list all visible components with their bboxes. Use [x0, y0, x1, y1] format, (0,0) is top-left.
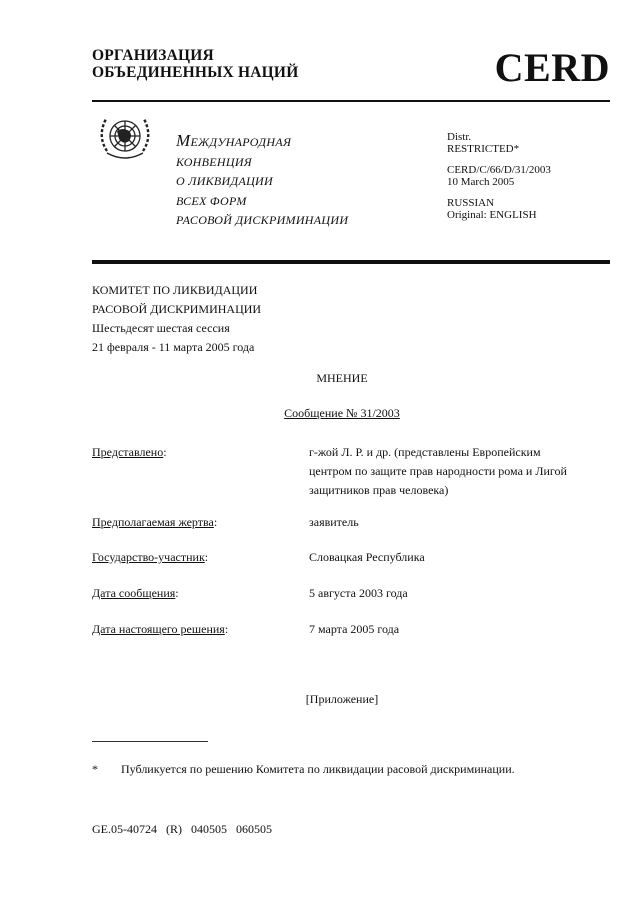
- org-line-2: ОБЪЕДИНЕННЫХ НАЦИЙ: [92, 64, 299, 81]
- convention-line: О ЛИКВИДАЦИИ: [176, 174, 273, 188]
- convention-line: ВСЕХ ФОРМ: [176, 193, 247, 208]
- organization-name: [92, 47, 298, 81]
- convention-first-rest: ЕЖДУНАРОДНАЯ: [190, 135, 292, 149]
- language: RUSSIAN: [447, 197, 495, 209]
- restriction: RESTRICTED*: [447, 142, 520, 155]
- org-line-1: ОРГАНИЗАЦИЯ: [92, 47, 214, 64]
- field-value: г-жой Л. Р. и др. (представлены Европейским центром по защите прав народности рома и Лигой защитников прав человека): [309, 445, 567, 497]
- session-dates: 21 февраля - 11 марта 2005 года: [92, 340, 255, 354]
- document-symbol: CERD/C/66/D/31/2003: [447, 164, 551, 176]
- footnote-marker: *: [92, 762, 98, 776]
- convention-first-letter: М: [176, 131, 191, 150]
- convention-title: [176, 131, 348, 231]
- committee-line-2: РАСОВОЙ ДИСКРИМИНАЦИИ: [92, 302, 262, 316]
- convention-line: КОНВЕНЦИЯ: [176, 154, 252, 169]
- document-title: МНЕНИЕ: [316, 371, 368, 385]
- field-value: заявитель: [309, 515, 359, 529]
- session: Шестьдесят шестая сессия: [92, 321, 230, 335]
- communication-text: Сообщение № 31/2003: [284, 406, 400, 420]
- field-label: Дата сообщения:: [92, 586, 179, 600]
- distr-label: Distr.: [447, 131, 472, 143]
- convention-line: РАСОВОЙ ДИСКРИМИНАЦИИ: [176, 213, 349, 227]
- committee-line-1: КОМИТЕТ ПО ЛИКВИДАЦИИ: [92, 283, 258, 297]
- field-value: Словацкая Республика: [309, 550, 425, 564]
- field-value: 5 августа 2003 года: [309, 586, 408, 600]
- field-label: Государство-участник:: [92, 550, 209, 564]
- original-language: Original: ENGLISH: [447, 208, 537, 221]
- document-date: 10 March 2005: [447, 175, 515, 188]
- footnote-text: Публикуется по решению Комитета по ликвидации расовой дискриминации.: [121, 762, 515, 776]
- footnote-rule: [92, 741, 208, 742]
- job-number: GE.05-40724 (R) 040505 060505: [92, 822, 272, 836]
- header-rule: [92, 100, 610, 102]
- distribution-block: [447, 132, 551, 221]
- committee-block: [92, 281, 261, 357]
- field-label: Предполагаемая жертва:: [92, 515, 218, 529]
- communication-number: [0, 406, 640, 421]
- field-value: 7 марта 2005 года: [309, 622, 400, 636]
- annex-label: [Приложение]: [305, 692, 379, 706]
- document-series: CERD: [494, 45, 610, 90]
- thick-rule: [92, 260, 610, 264]
- field-label: Дата настоящего решения:: [92, 622, 229, 636]
- un-emblem-icon: [95, 111, 155, 165]
- field-label: Представлено:: [92, 445, 167, 459]
